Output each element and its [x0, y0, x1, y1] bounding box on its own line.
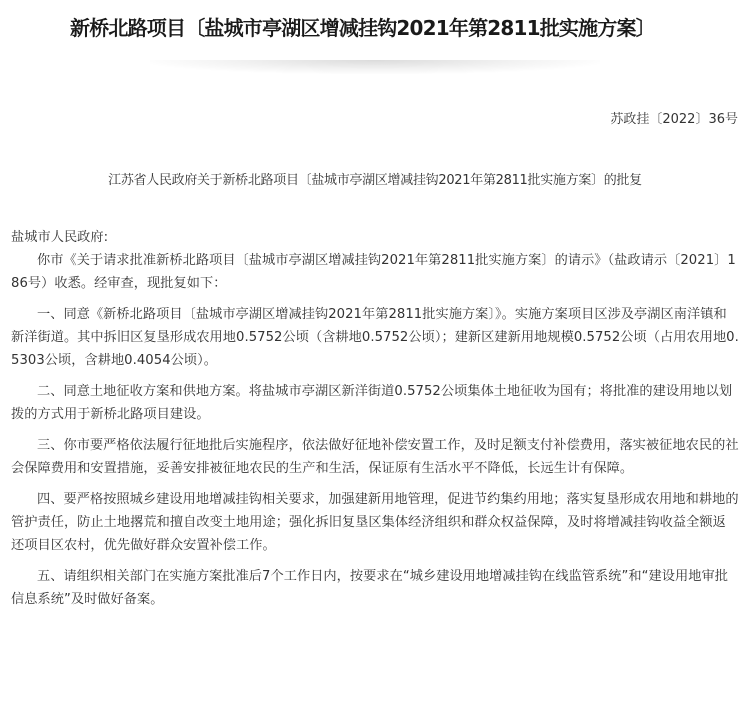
document-body: [11, 226, 739, 611]
page-title: 新桥北路项目〔盐城市亭湖区增减挂钩2021年第2811批实施方案〕: [70, 16, 655, 40]
paragraph-item-3: 三、你市要严格依法履行征地批后实施程序，依法做好征地补偿安置工作，及时足额支付补偿费用，落实被征地农民的社会保障费用和安置措施，妥善安排被征地农民的生产和生活，保证原有生活水平不降低，长远生计有保障。: [11, 438, 739, 476]
paragraph-item-5: 五、请组织相关部门在实施方案批准后7个工作日内，按要求在“城乡建设用地增减挂钩在线监管系统”和“建设用地审批信息系统”及时做好备案。: [11, 569, 728, 607]
paragraph-intro: 你市《关于请求批准新桥北路项目〔盐城市亭湖区增减挂钩2021年第2811批实施方案〕的请示》（盐政请示〔2021〕186号）收悉。经审查，现批复如下：: [11, 253, 736, 291]
document-number: 苏政挂〔2022〕36号: [610, 112, 738, 127]
paragraph-item-1: 一、同意《新桥北路项目〔盐城市亭湖区增减挂钩2021年第2811批实施方案〕》。实施方案项目区涉及亭湖区南洋镇和新洋街道。其中拆旧区复垦形成农用地0.5752公顷（含耕地0.5752公顷）；建新区建新用地规模0.5752公顷（占用农用地0.5303公顷，含耕地0.4054公顷）。: [11, 307, 739, 368]
paragraph-item-4: 四、要严格按照城乡建设用地增减挂钩相关要求，加强建新用地管理，促进节约集约用地；落实复垦形成农用地和耕地的管护责任，防止土地撂荒和擅自改变土地用途；强化拆旧复垦区集体经济组织和群众权益保障，及时将增减挂钩收益全额返还项目区农村，优先做好群众安置补偿工作。: [11, 492, 739, 553]
title-divider-shadow: [150, 60, 600, 74]
paragraph-item-2: 二、同意土地征收方案和供地方案。将盐城市亭湖区新洋街道0.5752公顷集体土地征收为国有；将批准的建设用地以划拨的方式用于新桥北路项目建设。: [11, 384, 733, 422]
salutation: 盐城市人民政府:: [11, 230, 109, 245]
document-subtitle: 江苏省人民政府关于新桥北路项目〔盐城市亭湖区增减挂钩2021年第2811批实施方案〕的批复: [108, 173, 642, 188]
